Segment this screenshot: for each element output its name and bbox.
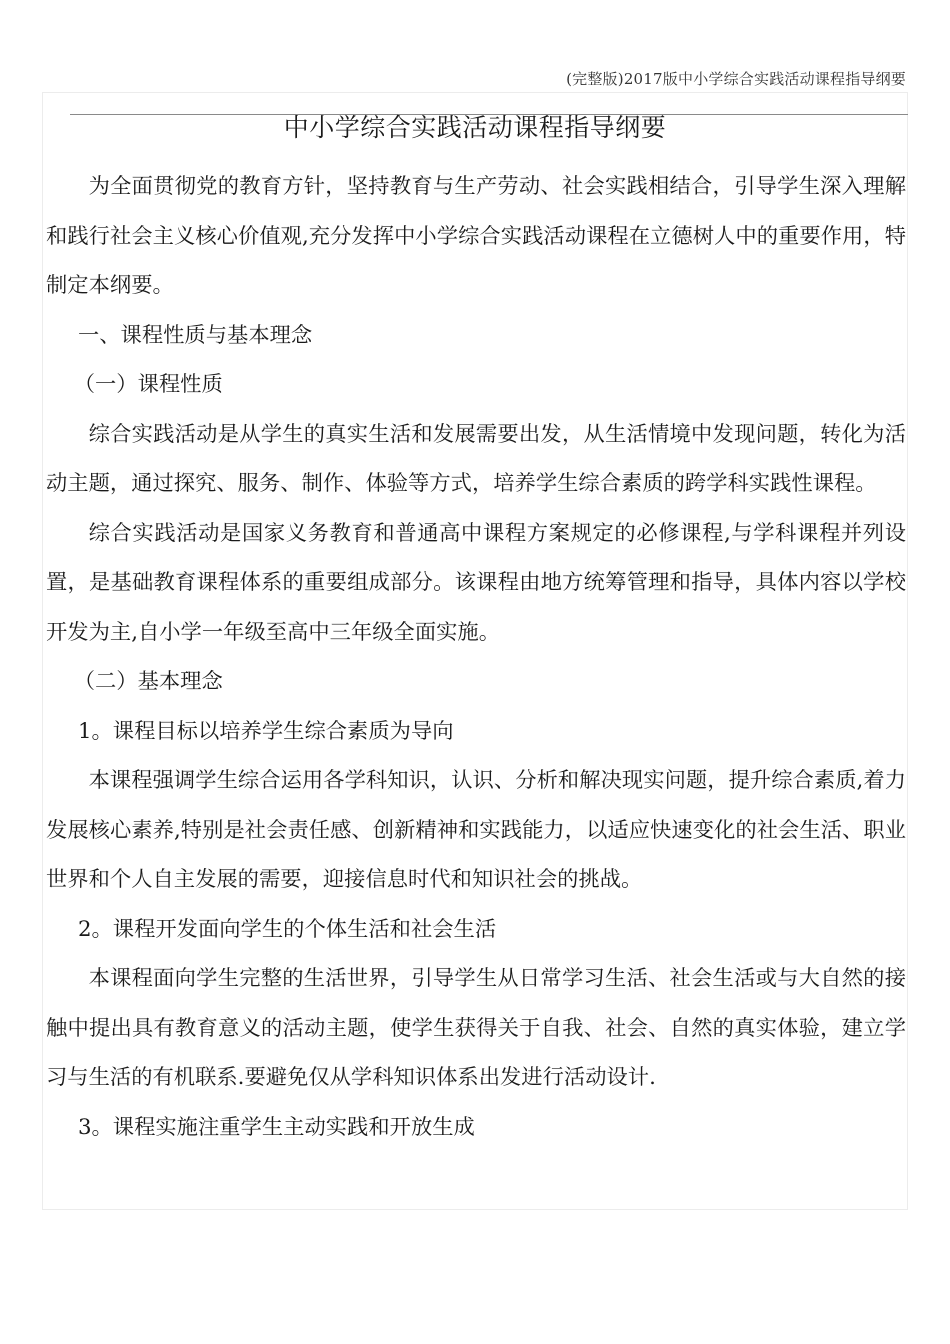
item-heading-1: 1。课程目标以培养学生综合素质为导向 (77, 718, 454, 744)
subsection-heading-2: （二）基本理念 (73, 669, 223, 694)
intro-paragraph: 为全面贯彻党的教育方针，坚持教育与生产劳动、社会实践相结合，引导学生深入理解和践行社会主义核心价值观,充分发挥中小学综合实践活动课程在立德树人中的重要作用，特制定本纲要。 (46, 174, 906, 298)
section-heading-1: 一、课程性质与基本理念 (77, 322, 313, 348)
body-paragraph: 综合实践活动是国家义务教育和普通高中课程方案规定的必修课程,与学科课程并列设置，是基础教育课程体系的重要组成部分。该课程由地方统筹管理和指导，具体内容以学校开发为主,自小学一年级至高中三年级全面实施。 (46, 520, 906, 645)
body-paragraph: 综合实践活动是从学生的真实生活和发展需要出发，从生活情境中发现问题，转化为活动主题，通过探究、服务、制作、体验等方式，培养学生综合素质的跨学科实践性课程。 (46, 421, 906, 496)
item-heading-3: 3。课程实施注重学生主动实践和开放生成 (77, 1114, 475, 1140)
document-title: 中小学综合实践活动课程指导纲要 (283, 113, 667, 142)
document-body (46, 162, 906, 1152)
subsection-heading-1: （一）课程性质 (73, 372, 223, 397)
body-paragraph: 本课程面向学生完整的生活世界，引导学生从日常学习生活、社会生活或与大自然的接触中提出具有教育意义的活动主题，使学生获得关于自我、社会、自然的真实体验，建立学习与生活的有机联系.要避免仅从学科知识体系出发进行活动设计. (46, 966, 906, 1090)
body-paragraph: 本课程强调学生综合运用各学科知识，认识、分析和解决现实问题，提升综合素质,着力发展核心素养,特别是社会责任感、创新精神和实践能力，以适应快速变化的社会生活、职业世界和个人自主发展的需要，迎接信息时代和知识社会的挑战。 (46, 768, 906, 892)
item-heading-2: 2。课程开发面向学生的个体生活和社会生活 (77, 916, 497, 942)
running-header: (完整版)2017版中小学综合实践活动课程指导纲要 (566, 70, 906, 88)
